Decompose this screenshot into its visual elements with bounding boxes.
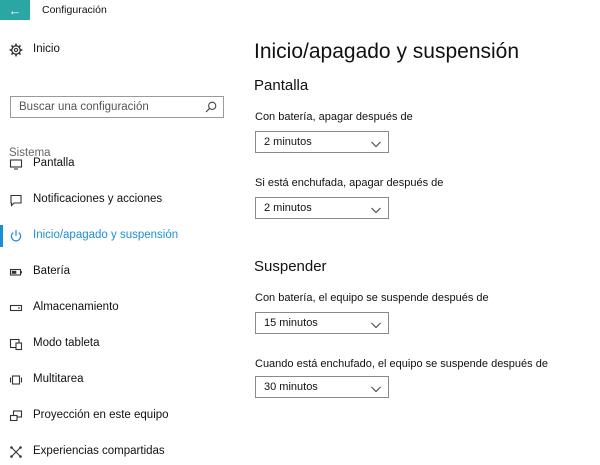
- dropdown-value: 15 minutos: [264, 317, 318, 329]
- dropdown-value: 2 minutos: [264, 202, 312, 214]
- sidebar-item-label: Notificaciones y acciones: [33, 193, 163, 205]
- battery-icon: [8, 264, 24, 280]
- title-bar: [0, 0, 600, 20]
- sidebar-item-battery[interactable]: [0, 261, 236, 283]
- section-heading-screen: Pantalla: [254, 77, 309, 94]
- sleep-battery-dropdown[interactable]: [255, 312, 389, 334]
- sidebar-item-label: Almacenamiento: [33, 301, 119, 313]
- dropdown-value: 2 minutos: [264, 136, 312, 148]
- search-icon[interactable]: [204, 100, 218, 114]
- sidebar-item-label: Multitarea: [33, 373, 84, 385]
- chevron-down-icon: [370, 382, 382, 394]
- sidebar-item-power-sleep[interactable]: [0, 225, 236, 247]
- sleep-battery-label: Con batería, el equipo se suspende después de: [255, 292, 489, 304]
- main-content: [236, 20, 600, 465]
- sidebar: [0, 20, 236, 465]
- search-box[interactable]: [10, 96, 224, 118]
- back-arrow-icon: ←: [8, 2, 22, 18]
- notification-icon: [8, 192, 24, 208]
- shared-experiences-icon: [8, 444, 24, 460]
- active-indicator: [0, 225, 3, 247]
- section-label-system: Sistema: [9, 147, 51, 159]
- chevron-down-icon: [370, 318, 382, 330]
- back-button[interactable]: [0, 0, 30, 20]
- app-title: Configuración: [42, 4, 107, 16]
- chevron-down-icon: [370, 137, 382, 149]
- sleep-plugged-label: Cuando está enchufado, el equipo se suspende después de: [255, 358, 548, 370]
- sidebar-item-label: Modo tableta: [33, 337, 100, 349]
- dropdown-value: 30 minutos: [264, 381, 318, 393]
- page-title: Inicio/apagado y suspensión: [254, 40, 520, 63]
- search-input[interactable]: [11, 97, 201, 117]
- sidebar-item-notifications[interactable]: [0, 189, 236, 211]
- sidebar-item-label: Pantalla: [33, 157, 75, 169]
- sidebar-item-label: Experiencias compartidas: [33, 445, 165, 457]
- sidebar-item-label: Proyección en este equipo: [33, 409, 169, 421]
- monitor-icon: [8, 156, 24, 172]
- sidebar-item-shared-experiences[interactable]: [0, 441, 236, 463]
- sidebar-item-home[interactable]: [0, 40, 236, 60]
- sleep-plugged-dropdown[interactable]: [255, 376, 389, 398]
- sidebar-item-tablet-mode[interactable]: [0, 333, 236, 355]
- gear-icon: [8, 42, 24, 58]
- sidebar-item-storage[interactable]: [0, 297, 236, 319]
- sidebar-item-projection[interactable]: [0, 405, 236, 427]
- sidebar-item-display[interactable]: [0, 153, 236, 175]
- tablet-mode-icon: [8, 336, 24, 352]
- sidebar-item-home-label: Inicio: [33, 43, 60, 55]
- screen-plugged-dropdown[interactable]: [255, 197, 389, 219]
- power-icon: [8, 228, 24, 244]
- sidebar-item-multitasking[interactable]: [0, 369, 236, 391]
- sidebar-item-label: Inicio/apagado y suspensión: [33, 229, 179, 241]
- chevron-down-icon: [370, 203, 382, 215]
- screen-battery-dropdown[interactable]: [255, 131, 389, 153]
- section-heading-sleep: Suspender: [254, 258, 327, 275]
- screen-plugged-label: Si está enchufada, apagar después de: [255, 177, 444, 189]
- sidebar-item-label: Batería: [33, 265, 71, 277]
- screen-battery-label: Con batería, apagar después de: [255, 111, 413, 123]
- storage-icon: [8, 300, 24, 316]
- multitasking-icon: [8, 372, 24, 388]
- projection-icon: [8, 408, 24, 424]
